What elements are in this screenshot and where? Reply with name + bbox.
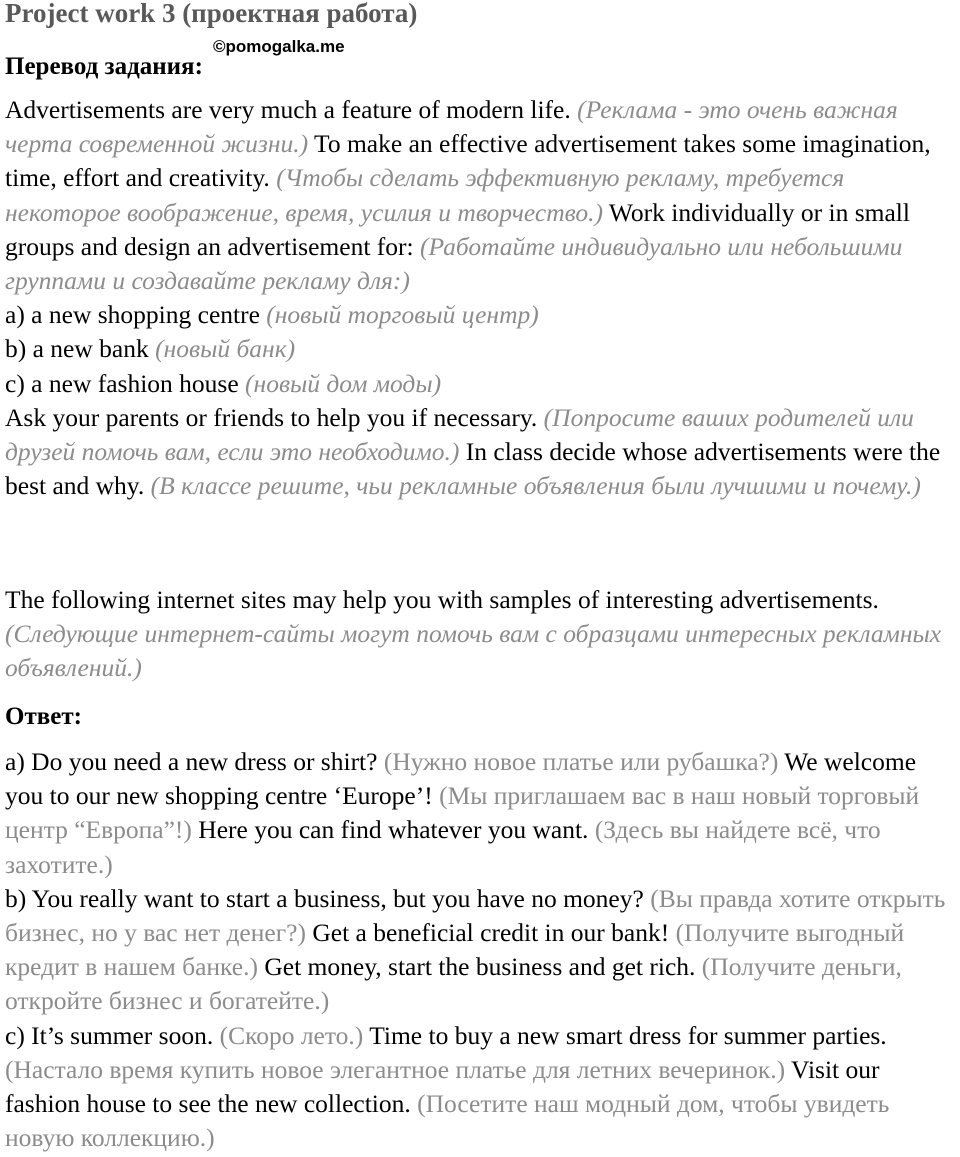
outro-sentence-1-ru: (Попросите ваших родителей или друзей помочь вам, если это необходимо.) bbox=[5, 402, 914, 467]
sites-en: The following internet sites may help you with samples of interesting advertisements. bbox=[5, 585, 879, 614]
task-heading: Перевод задания: bbox=[5, 53, 203, 80]
intro-sentence-2-ru: (Чтобы сделать эффективную рекламу, требуется некоторое воображение, время, усилия и творчество.) bbox=[5, 163, 845, 227]
option-c-en: c) a new fashion house bbox=[5, 368, 246, 398]
intro-sentence-1-en: Advertisements are very much a feature of modern life. bbox=[5, 95, 578, 124]
answer-a-2-en: We welcome you to our new shopping centre ‘Europe’! bbox=[5, 747, 917, 811]
answer-a-1-en: a) Do you need a new dress or shirt? bbox=[5, 747, 384, 776]
answer-a-1-ru: (Нужно новое платье или рубашка?) bbox=[383, 747, 779, 776]
task-translation-block bbox=[5, 93, 960, 503]
outro-sentence-1-en: Ask your parents or friends to help you if necessary. bbox=[5, 402, 544, 432]
answer-a-2-ru: (Мы приглашаем вас в наш новый торговый центр “Европа”!) bbox=[5, 781, 920, 845]
answer-c-2-ru: (Настало время купить новое элегантное платье для летних вечеринок.) bbox=[5, 1054, 786, 1084]
answer-c-1-ru: (Скоро лето.) bbox=[219, 1020, 364, 1050]
outro-sentence-2-ru: (В классе решите, чьи рекламные объявления были лучшими и почему.) bbox=[150, 471, 921, 501]
sites-ru: (Следующие интернет-сайты могут помочь вам с образцами интересных рекламных объявлений.) bbox=[5, 619, 942, 683]
page-title: Project work 3 (проектная работа) bbox=[5, 0, 418, 28]
answer-b-2-ru: (Получите выгодный кредит в нашем банке.) bbox=[5, 918, 905, 982]
option-a bbox=[5, 298, 960, 332]
sites-paragraph bbox=[5, 583, 960, 686]
watermark: ©pomogalka.me bbox=[213, 37, 345, 56]
answer-a-3-en: Here you can find whatever you want. bbox=[191, 815, 595, 845]
answer-block bbox=[5, 745, 960, 1155]
answer-heading: Ответ: bbox=[5, 703, 82, 730]
outro-sentence-2-en: In class decide whose advertisements were the best and why. bbox=[5, 437, 941, 501]
option-b bbox=[5, 332, 960, 366]
option-b-en: b) a new bank bbox=[5, 334, 156, 364]
answer-c-3-ru: (Посетите наш модный дом, чтобы увидеть новую коллекцию.) bbox=[5, 1089, 890, 1153]
option-a-en: a) a new shopping centre bbox=[5, 300, 267, 330]
option-c-ru: (новый дом моды) bbox=[245, 368, 442, 398]
answer-b-3-en: Get money, start the business and get rich. bbox=[257, 952, 702, 982]
answer-item-b bbox=[5, 882, 960, 1019]
answer-b-1-ru: (Вы правда хотите открыть бизнес, но у вас нет денег?) bbox=[5, 883, 946, 948]
answer-b-3-ru: (Получите деньги, откройте бизнес и богатейте.) bbox=[5, 952, 902, 1016]
answer-c-3-en: Visit our fashion house to see the new collection. bbox=[5, 1054, 880, 1119]
task-intro-paragraph bbox=[5, 93, 960, 298]
answer-item-a bbox=[5, 745, 960, 882]
intro-sentence-3-en: Work individually or in small groups and design an advertisement for: bbox=[5, 197, 910, 261]
task-outro-paragraph bbox=[5, 401, 960, 504]
option-b-ru: (новый банк) bbox=[155, 334, 296, 364]
answer-b-1-en: b) You really want to start a business, but you have no money? bbox=[5, 883, 651, 913]
intro-sentence-2-en: To make an effective advertisement takes some imagination, time, effort and creativity. bbox=[5, 129, 931, 193]
intro-sentence-3-ru: (Работайте индивидуально или небольшими группами и создавайте рекламу для:) bbox=[5, 231, 903, 296]
answer-a-3-ru: (Здесь вы найдете всё, что захотите.) bbox=[5, 815, 881, 879]
intro-sentence-1-ru: (Реклама - это очень важная черта современной жизни.) bbox=[5, 95, 898, 159]
answer-b-2-en: Get a beneficial credit in our bank! bbox=[305, 918, 676, 948]
answer-item-c bbox=[5, 1019, 960, 1156]
option-a-ru: (новый торговый центр) bbox=[266, 300, 539, 330]
option-c bbox=[5, 367, 960, 401]
answer-c-2-en: Time to buy a new smart dress for summer parties. bbox=[363, 1020, 887, 1050]
answer-c-1-en: c) It’s summer soon. bbox=[5, 1020, 220, 1050]
